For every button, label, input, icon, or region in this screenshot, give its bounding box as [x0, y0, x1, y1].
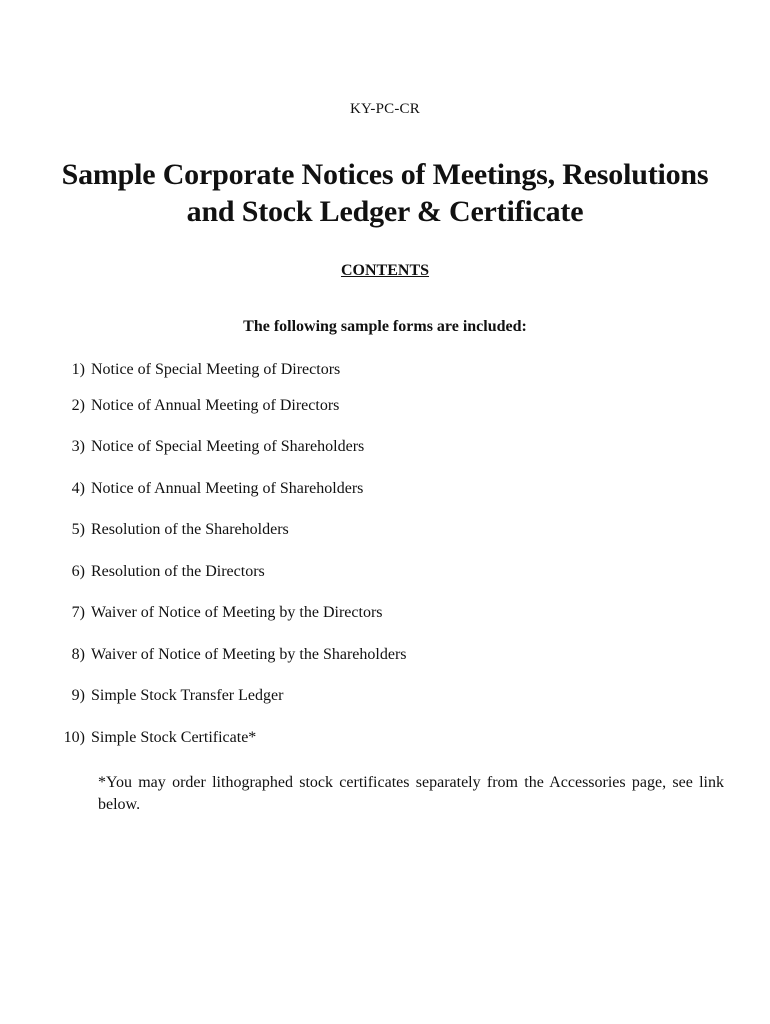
contents-heading: CONTENTS — [340, 262, 430, 279]
list-item-number: 5) — [71, 521, 85, 538]
list-item-text: Waiver of Notice of Meeting by the Shareholders — [91, 646, 407, 663]
list-item-number: 2) — [71, 397, 85, 414]
list-item — [0, 520, 700, 540]
intro-text: The following sample forms are included: — [243, 318, 527, 335]
list-item-number: 1) — [71, 361, 85, 378]
list-item-number: 4) — [71, 480, 85, 497]
list-item — [0, 562, 700, 582]
list-item-text: Notice of Annual Meeting of Shareholders — [91, 480, 364, 497]
list-item — [0, 360, 700, 380]
list-item-number: 3) — [71, 438, 85, 455]
list-item — [0, 728, 700, 748]
list-item — [0, 603, 700, 623]
list-item-text: Notice of Special Meeting of Shareholders — [91, 438, 365, 455]
list-item-number: 10) — [63, 729, 85, 746]
list-item-text: Resolution of the Directors — [91, 563, 265, 580]
list-item — [0, 645, 700, 665]
list-item-text: Notice of Special Meeting of Directors — [91, 361, 341, 378]
list-item — [0, 479, 700, 499]
footnote: *You may order lithographed stock certificates separately from the Accessories page, see link below. — [98, 774, 724, 813]
list-item-text: Simple Stock Certificate* — [91, 729, 257, 746]
list-item-text: Resolution of the Shareholders — [91, 521, 289, 538]
list-item — [0, 396, 700, 416]
document-code: KY-PC-CR — [350, 101, 420, 117]
list-item — [0, 686, 700, 706]
list-item-number: 9) — [71, 687, 85, 704]
list-item-number: 8) — [71, 646, 85, 663]
title-line-2: and Stock Ledger & Certificate — [186, 195, 584, 228]
title-line-1: Sample Corporate Notices of Meetings, Resolutions — [61, 158, 709, 191]
list-item-text: Notice of Annual Meeting of Directors — [91, 397, 340, 414]
document-title — [0, 156, 770, 230]
list-item-text: Waiver of Notice of Meeting by the Directors — [91, 604, 383, 621]
list-item-text: Simple Stock Transfer Ledger — [91, 687, 284, 704]
list-item — [0, 437, 700, 457]
list-item-number: 6) — [71, 563, 85, 580]
list-item-number: 7) — [71, 604, 85, 621]
